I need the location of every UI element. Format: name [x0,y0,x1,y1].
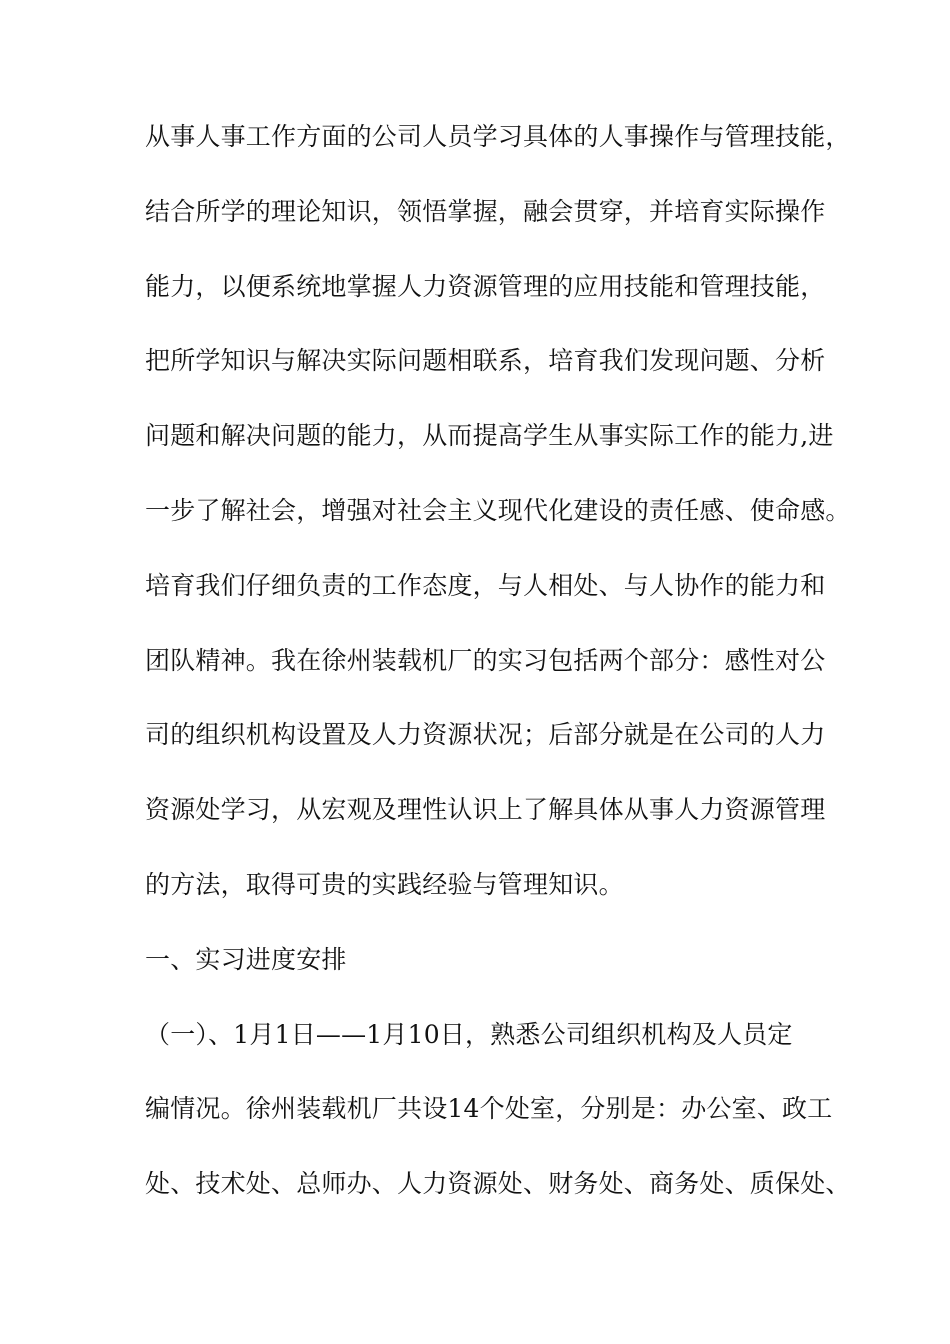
text-line: 处、技术处、总师办、人力资源处、财务处、商务处、质保处、 [145,1169,851,1199]
text-line: 培育我们仔细负责的工作态度，与人相处、与人协作的能力和 [145,570,826,600]
text-line: 问题和解决问题的能力，从而提高学生从事实际工作的能力,进 [145,421,834,451]
text-line: 一步了解社会，增强对社会主义现代化建设的责任感、使命感。 [145,495,851,525]
text-line: 的方法，取得可贵的实践经验与管理知识。 [145,869,624,899]
body-text [145,122,851,1246]
text-line: 编情况。徐州装载机厂共设14个处室，分别是：办公室、政工 [145,1094,833,1124]
text-line: 把所学知识与解决实际问题相联系，培育我们发现问题、分析 [145,346,826,376]
text-line: 结合所学的理论知识，领悟掌握，融会贯穿，并培育实际操作 [145,196,826,226]
text-line: 从事人事工作方面的公司人员学习具体的人事操作与管理技能， [145,122,851,151]
text-line: 司的组织机构设置及人力资源状况；后部分就是在公司的人力 [145,720,826,750]
text-line: 资源处学习，从宏观及理性认识上了解具体从事人力资源管理 [145,795,826,825]
section-heading: 一、实习进度安排 [145,944,347,974]
text-line: 能力，以便系统地掌握人力资源管理的应用技能和管理技能， [145,271,826,301]
text-line: （一）、1月1日——1月10日，熟悉公司组织机构及人员定 [145,1019,793,1049]
text-line: 团队精神。我在徐州装载机厂的实习包括两个部分：感性对公 [145,645,826,675]
